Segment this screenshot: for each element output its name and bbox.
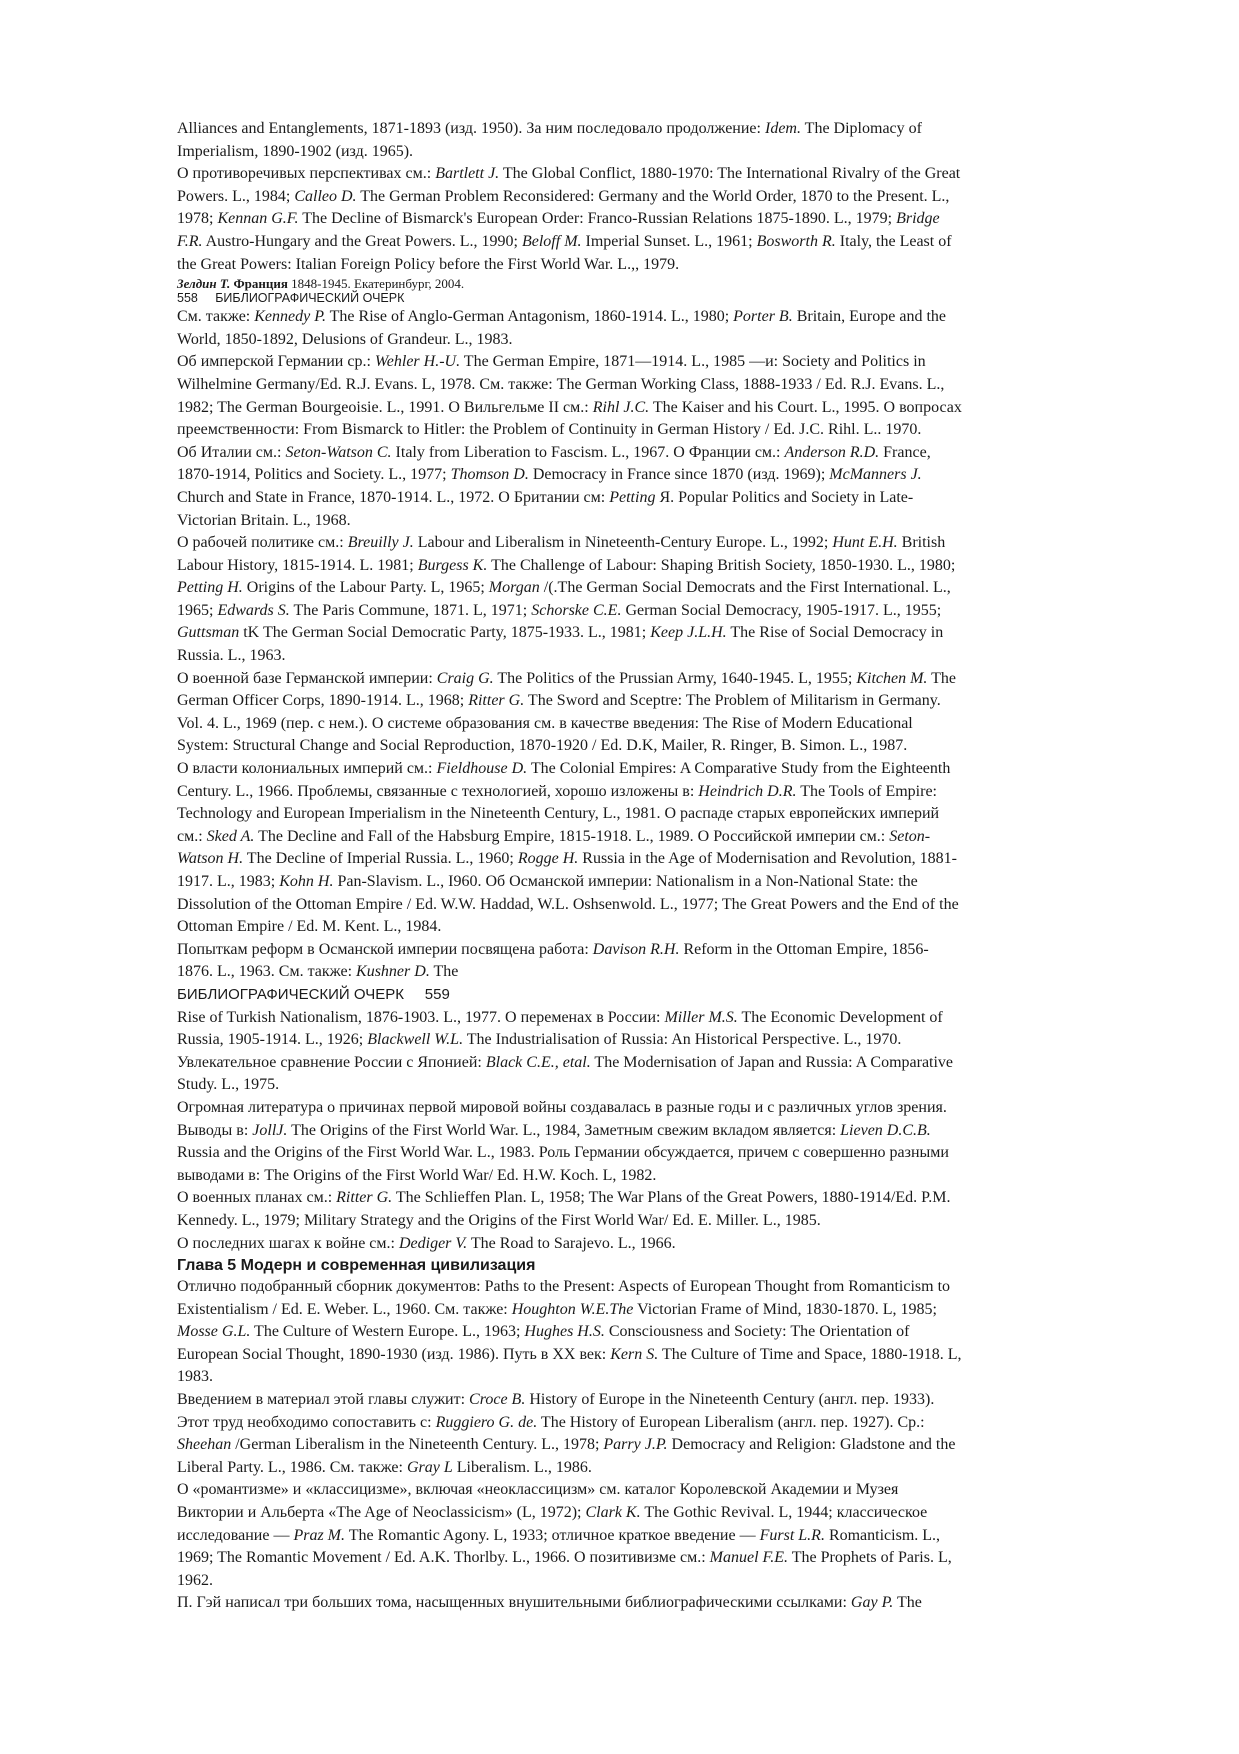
text-line: Watson H. The Decline of Imperial Russia. L., 1960; Rogge H. Russia in the Age of Modernisation and Revolution, 1881- xyxy=(177,850,957,868)
text-line: 1870-1914, Politics and Society. L., 1977; Thomson D. Democracy in France since 1870 (изд. 1969); McManners J. xyxy=(177,466,922,484)
text-line: О противоречивых перспективах см.: Bartlett J. The Global Conflict, 1880-1970: The International Rivalry of the Great xyxy=(177,165,961,183)
chapter-heading: Глава 5 Модерн и современная цивилизация xyxy=(177,1257,536,1275)
text-line: О военной базе Германской империи: Craig G. The Politics of the Prussian Army, 1640-1945. L, 1955; Kitchen M. The xyxy=(177,669,957,687)
text-line: Dissolution of the Ottoman Empire / Ed. W.W. Haddad, W.L. Oshsenwold. L., 1977; The Great Powers and the End of the xyxy=(177,895,959,913)
text-line: German Officer Corps, 1890-1914. L., 1968; Ritter G. The Sword and Sceptre: The Problem of Militarism in Germany. xyxy=(177,692,941,710)
book-footer-line: Зелдин Т. Франция 1848-1945. Екатеринбург, 2004. xyxy=(177,276,465,292)
text-line: 1983. xyxy=(177,1368,213,1386)
document-page xyxy=(177,118,1177,1615)
text-line: О военных планах см.: Ritter G. The Schlieffen Plan. L, 1958; The War Plans of the Great Powers, 1880-1914/Ed. P.M. xyxy=(177,1189,951,1207)
text-line: Отлично подобранный сборник документов: Paths to the Present: Aspects of European Thought from Romanticism to xyxy=(177,1278,951,1296)
text-line: Petting H. Origins of the Labour Party. L, 1965; Morgan /(.The German Social Democrats and the First International. L., xyxy=(177,579,951,597)
text-line: Rise of Turkish Nationalism, 1876-1903. L., 1977. О переменах в России: Miller M.S. The Economic Development of xyxy=(177,1008,943,1026)
text-line: П. Гэй написал три больших тома, насыщенных внушительными библиографическими ссылками: Gay P. The xyxy=(177,1594,922,1612)
text-line: Victorian Britain. L., 1968. xyxy=(177,511,351,529)
text-line: Imperialism, 1890-1902 (изд. 1965). xyxy=(177,142,414,160)
text-line: 1978; Kennan G.F. The Decline of Bismarck's European Order: Franco-Russian Relations 1875-1890. L., 1979; Bridge xyxy=(177,210,940,228)
text-line: Ottoman Empire / Ed. M. Kent. L., 1984. xyxy=(177,918,442,936)
text-line: Vol. 4. L., 1969 (пер. с нем.). О системе образования см. в качестве введения: The Rise of Modern Educational xyxy=(177,714,913,732)
text-line: F.R. Austro-Hungary and the Great Powers. L., 1990; Beloff M. Imperial Sunset. L., 1961; Bosworth R. Italy, the Least of xyxy=(177,232,952,250)
text-line: исследование — Praz M. The Romantic Agony. L, 1933; отличное краткое введение — Furst L.R. Romanticism. L., xyxy=(177,1526,941,1544)
text-line: Выводы в: JollJ. The Origins of the First World War. L., 1984, Заметным свежим вкладом является: Lieven D.C.B. xyxy=(177,1121,931,1139)
text-line: Об Италии см.: Seton-Watson C. Italy from Liberation to Fascism. L., 1967. О Франции см.: Anderson R.D. France, xyxy=(177,443,931,461)
text-line: См. также: Kennedy P. The Rise of Anglo-German Antagonism, 1860-1914. L., 1980; Porter B. Britain, Europe and the xyxy=(177,308,946,326)
text-line: Sheehan /German Liberalism in the Nineteenth Century. L., 1978; Parry J.P. Democracy and Religion: Gladstone and the xyxy=(177,1436,956,1454)
text-line: см.: Sked A. The Decline and Fall of the Habsburg Empire, 1815-1918. L., 1989. О Российской империи см.: Seton- xyxy=(177,827,931,845)
text-line: О рабочей политике см.: Breuilly J. Labour and Liberalism in Nineteenth-Century Europe. L., 1992; Hunt E.H. British xyxy=(177,534,946,552)
text-line: Guttsman tK The German Social Democratic Party, 1875-1933. L., 1981; Keep J.L.H. The Rise of Social Democracy in xyxy=(177,624,944,642)
text-line: Об имперской Германии ср.: Wehler H.-U. The German Empire, 1871—1914. L., 1985 —и: Society and Politics in xyxy=(177,353,926,371)
text-line: Technology and European Imperialism in the Nineteenth Century, L., 1981. О распаде старых европейских империй xyxy=(177,805,940,823)
text-line: Russia and the Origins of the First World War. L., 1983. Роль Германии обсуждается, причем с совершенно разными xyxy=(177,1144,949,1162)
text-line: О «романтизме» и «классицизме», включая «неоклассицизм» см. каталог Королевской Академии и Музея xyxy=(177,1481,899,1499)
text-line: 1962. xyxy=(177,1571,213,1589)
text-line: Study. L., 1975. xyxy=(177,1076,280,1094)
text-line: преемственности: From Bismarck to Hitler: the Problem of Continuity in German History / Ed. J.C. Rihl. L.. 1970. xyxy=(177,421,922,439)
text-line: Century. L., 1966. Проблемы, связанные с технологией, хорошо изложены в: Heindrich D.R. The Tools of Empire: xyxy=(177,782,937,800)
text-line: World, 1850-1892, Delusions of Grandeur. L., 1983. xyxy=(177,330,513,348)
text-line: Labour History, 1815-1914. L. 1981; Burgess K. The Challenge of Labour: Shaping British Society, 1850-1930. L., 1980; xyxy=(177,556,956,574)
text-line: the Great Powers: Italian Foreign Policy before the First World War. L.,, 1979. xyxy=(177,255,680,273)
text-line: О власти колониальных империй см.: Fieldhouse D. The Colonial Empires: A Comparative Study from the Eighteenth xyxy=(177,760,951,778)
text-line: Попыткам реформ в Османской империи посвящена работа: Davison R.H. Reform in the Ottoman Empire, 1856- xyxy=(177,940,929,958)
text-line: 1982; The German Bourgeoisie. L., 1991. О Вильгельме II см.: Rihl J.C. The Kaiser and his Court. L., 1995. О вопросах xyxy=(177,398,962,416)
text-line: European Social Thought, 1890-1930 (изд. 1986). Путь в XX век: Kern S. The Culture of Time and Space, 1880-1918. L, xyxy=(177,1345,962,1363)
text-line: Church and State in France, 1870-1914. L., 1972. О Британии см: Petting Я. Popular Politics and Society in Late- xyxy=(177,488,914,506)
text-line: System: Structural Change and Social Reproduction, 1870-1920 / Ed. D.K, Mailer, R. Ringer, B. Simon. L., 1987. xyxy=(177,737,908,755)
text-line: О последних шагах к войне см.: Dediger V. The Road to Sarajevo. L., 1966. xyxy=(177,1234,676,1252)
text-line: Russia. L., 1963. xyxy=(177,647,286,665)
text-line: Kennedy. L., 1979; Military Strategy and the Origins of the First World War/ Ed. E. Miller. L., 1985. xyxy=(177,1211,821,1229)
text-line: Огромная литература о причинах первой мировой войны создавалась в разные годы и с различных углов зрения. xyxy=(177,1098,947,1116)
text-line: Wilhelmine Germany/Ed. R.J. Evans. L, 1978. См. также: The German Working Class, 1888-1933 / Ed. R.J. Evans. L., xyxy=(177,375,945,393)
text-line: Введением в материал этой главы служит: Croce B. History of Europe in the Nineteenth Century (англ. пер. 1933). xyxy=(177,1391,935,1409)
text-line: Mosse G.L. The Culture of Western Europe. L., 1963; Hughes H.S. Consciousness and Society: The Orientation of xyxy=(177,1323,910,1341)
text-line: Виктории и Альберта «The Age of Neoclassicism» (L, 1972); Clark K. The Gothic Revival. L, 1944; классическое xyxy=(177,1504,928,1522)
running-header: 558 БИБЛИОГРАФИЧЕСКИЙ ОЧЕРК xyxy=(177,291,405,306)
text-line: 1969; The Romantic Movement / Ed. A.K. Thorlby. L., 1966. О позитивизме см.: Manuel F.E. The Prophets of Paris. L, xyxy=(177,1549,952,1567)
text-line: Этот труд необходимо сопоставить с: Ruggiero G. de. The History of European Liberalism (англ. пер. 1927). Ср.: xyxy=(177,1413,925,1431)
text-line: 1917. L., 1983; Kohn H. Pan-Slavism. L., I960. Об Османской империи: Nationalism in a Non-National State: the xyxy=(177,873,918,890)
text-line: Liberal Party. L., 1986. См. также: Gray L Liberalism. L., 1986. xyxy=(177,1458,592,1476)
text-line: Russia, 1905-1914. L., 1926; Blackwell W.L. The Industrialisation of Russia: An Historical Perspective. L., 1970. xyxy=(177,1031,902,1049)
text-line: выводами в: The Origins of the First World War/ Ed. H.W. Koch. L, 1982. xyxy=(177,1166,657,1184)
text-line: Alliances and Entanglements, 1871-1893 (изд. 1950). За ним последовало продолжение: Idem. The Diplomacy of xyxy=(177,120,922,137)
text-line: Existentialism / Ed. E. Weber. L., 1960. См. также: Houghton W.E.The Victorian Frame of Mind, 1830-1870. L, 1985; xyxy=(177,1300,937,1318)
text-line: Powers. L., 1984; Calleo D. The German Problem Reconsidered: Germany and the World Order, 1870 to the Present. L., xyxy=(177,187,950,205)
text-line: 1965; Edwards S. The Paris Commune, 1871. L, 1971; Schorske C.E. German Social Democracy, 1905-1917. L., 1955; xyxy=(177,601,942,619)
text-line: Увлекательное сравнение России с Японией: Black C.E., etal. The Modernisation of Japan and Russia: A Comparative xyxy=(177,1053,954,1071)
text-line: 1876. L., 1963. См. также: Kushner D. The xyxy=(177,963,459,981)
running-header: БИБЛИОГРАФИЧЕСКИЙ ОЧЕРК 559 xyxy=(177,985,450,1003)
